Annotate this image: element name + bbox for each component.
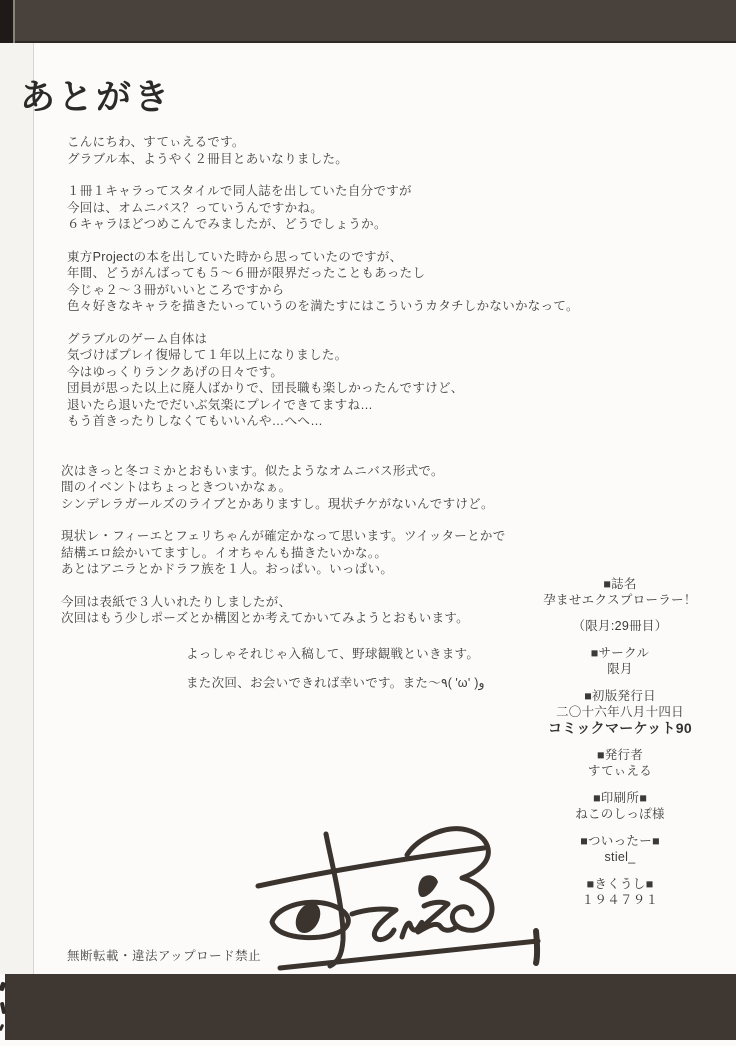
colophon-label: ■きくうし■ xyxy=(586,877,654,891)
paragraph-line: ６キャラほどつめこんでみましたが、どうでしょうか。 xyxy=(67,217,387,231)
colophon-label: ■サークル xyxy=(590,646,650,660)
colophon-value: ねこのしっぽ様 xyxy=(575,807,665,821)
paragraph-line: 今回は、オムニバス？っていうんですかね。 xyxy=(67,200,324,215)
top-scan-bar xyxy=(0,0,736,43)
colophon-value: 限月 xyxy=(607,662,633,676)
signature-underline-tick xyxy=(536,931,537,963)
scan-noise-mark xyxy=(0,1024,4,1032)
colophon-block xyxy=(515,747,725,779)
colophon-label: ■ついったー■ xyxy=(580,834,660,848)
colophon-value: stiel_ xyxy=(604,850,636,864)
paragraph xyxy=(0,463,580,513)
paragraph-line: 今じゃ２～３冊がいいところですから xyxy=(67,282,285,297)
paragraph xyxy=(0,249,580,315)
paragraph-line: あとはアニラとかドラフ族を１人。おっぱい。いっぱい。 xyxy=(61,562,394,576)
colophon-label: ■誌名 xyxy=(603,577,637,591)
paragraph-line: 年間、どうがんばっても５～６冊が限界だったこともあったし xyxy=(67,266,426,280)
top-scan-bar-edge xyxy=(0,0,13,43)
signature-stroke xyxy=(407,829,492,931)
paragraph-line: もう首きったりしなくてもいいんや…へへ… xyxy=(67,414,324,428)
closing-lines xyxy=(186,646,485,704)
colophon-label: ■初版発行日 xyxy=(584,689,656,703)
colophon-block xyxy=(515,688,725,736)
paragraph-line: 今はゆっくりランクあげの日々です。 xyxy=(67,364,284,379)
paragraph-line: グラブル本、ようやく２冊目とあいなりました。 xyxy=(67,151,349,166)
colophon-label: ■発行者 xyxy=(596,748,644,762)
paragraph xyxy=(0,331,580,430)
signature-teardrop xyxy=(418,875,438,897)
signature-stroke xyxy=(258,848,484,886)
colophon-value: 二〇十六年八月十四日 xyxy=(555,705,684,719)
paragraph-line: こんにちわ、すてぃえるです。 xyxy=(67,135,245,149)
signature-stroke xyxy=(352,909,396,940)
paragraph-line: 次回はもう少しポーズとか構図とか考えてかいてみようとおもいます。 xyxy=(61,611,469,625)
top-scan-bar-sliver xyxy=(13,0,15,43)
colophon-label: ■印刷所■ xyxy=(592,791,648,805)
paragraph-line: シンデレラガールズのライブとかありますし。現状チケがないんですけど。 xyxy=(61,496,494,511)
paragraph-line: 色々好きなキャラを描きたいっていうのを満たすにはこういうカタチしかないかなって。 xyxy=(67,299,579,313)
colophon-value: １９４７９１ xyxy=(581,893,659,907)
paragraph-line: グラブルのゲーム自体は xyxy=(67,331,208,346)
afterword-paragraphs xyxy=(0,134,580,643)
paragraph xyxy=(0,594,580,627)
paragraph-line: 結構エロ絵かいてますし。イオちゃんも描きたいかな。。 xyxy=(61,545,388,560)
closing-line: よっしゃそれじゃ入稿して、野球観戦といきます。 xyxy=(186,647,480,661)
paragraph xyxy=(0,528,580,578)
colophon-subnote: （限月:29冊目） xyxy=(572,619,668,633)
signature-underline xyxy=(280,941,538,968)
paragraph-line: 間のイベントはちょっときついかなぁ。 xyxy=(61,480,292,494)
colophon-value: すてぃえる xyxy=(587,764,653,778)
signature-stroke xyxy=(326,834,343,966)
paragraph xyxy=(0,183,580,233)
paragraph-line: 気づけばプレイ復帰して１年以上になりました。 xyxy=(67,348,348,362)
paragraph xyxy=(0,134,580,167)
footer-note: 無断転載・違法アップロード禁止 xyxy=(67,949,262,963)
colophon-value: コミックマーケット90 xyxy=(548,720,692,736)
closing-line: また次回、お会いできれば幸いです。また～٩( 'ω' )و xyxy=(186,676,485,690)
signature-handwritten xyxy=(252,810,577,996)
paragraph-line: 次はきっと冬コミかとおもいます。似たようなオムニバス形式で。 xyxy=(61,463,444,478)
paragraph-line: １冊１キャラってスタイルで同人誌を出していた自分ですが xyxy=(67,184,412,198)
colophon-block xyxy=(515,576,725,634)
paragraph-line: 今回は表紙で３人いれたりしましたが、 xyxy=(61,594,292,609)
colophon-block xyxy=(515,645,725,677)
paragraph-line: 東方Projectの本を出していた時から思っていたのですが、 xyxy=(67,249,403,264)
colophon-value: 孕ませエクスプローラー！ xyxy=(543,593,697,607)
page-title: あとがき xyxy=(20,78,173,117)
paragraph-line: 退いたら退いたでだいぶ気楽にプレイできてますね… xyxy=(67,397,374,412)
paragraph-line: 団員が思った以上に廃人ばかりで、団長職も楽しかったんですけど、 xyxy=(67,381,464,395)
paragraph-line: 現状レ・フィーエとフェリちゃんが確定かなって思います。ツイッターとかで xyxy=(61,529,506,543)
